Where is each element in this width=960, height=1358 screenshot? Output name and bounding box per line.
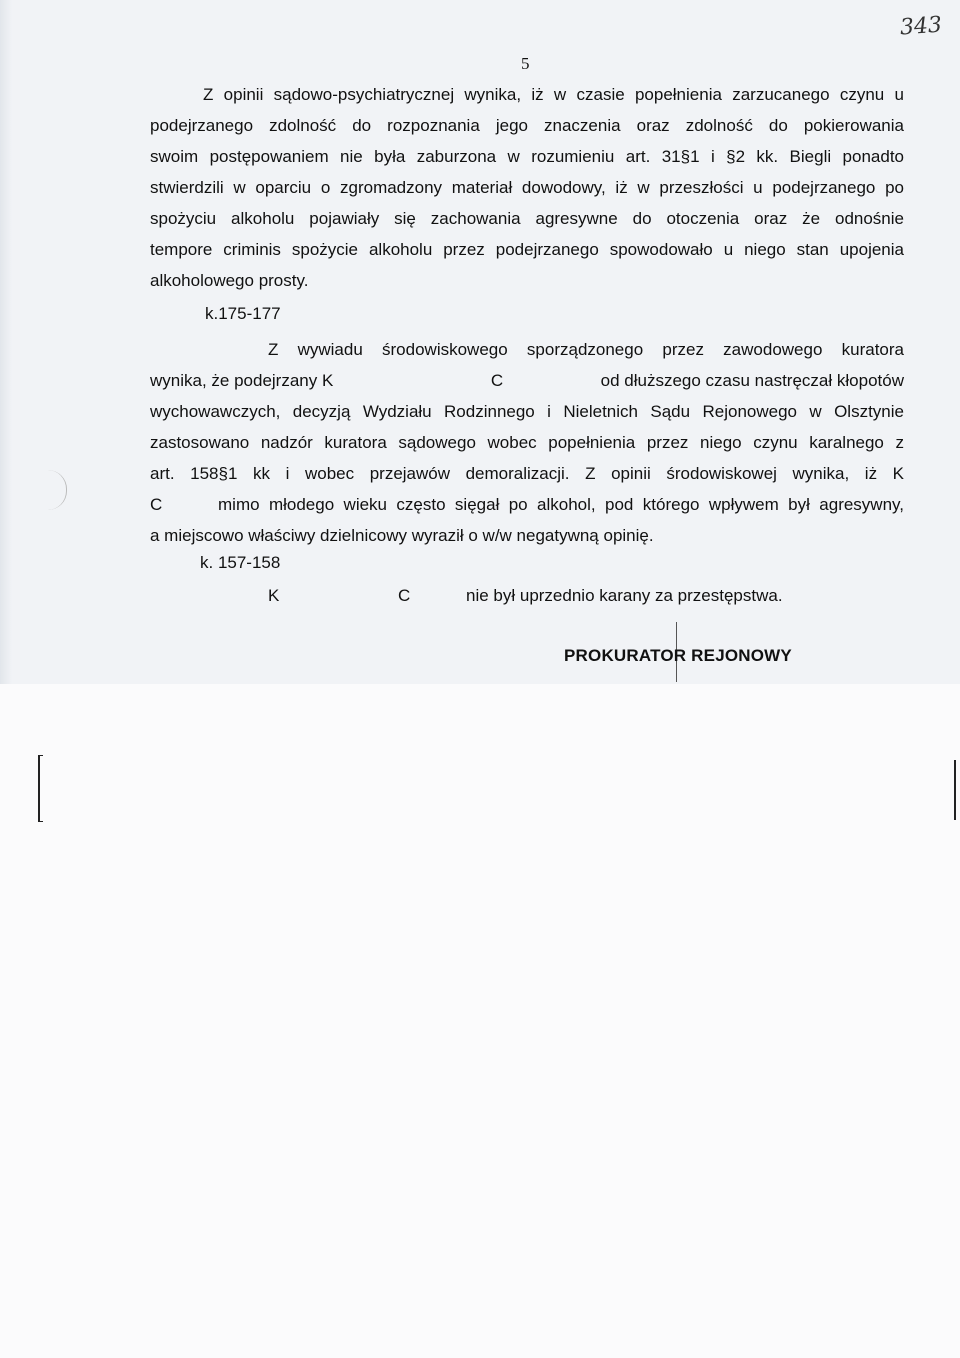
paragraph-psychiatric-opinion xyxy=(150,79,904,296)
paragraph-line: swoim postępowaniem nie była zaburzona w rozumieniu art. 31§1 i §2 kk. Biegli ponadto xyxy=(150,147,904,166)
line-segment: od dłuższego czasu nastręczał kłopotów xyxy=(600,371,904,390)
file-reference: k.175-177 xyxy=(205,304,281,323)
paragraph-line: tempore criminis spożycie alkoholu przez podejrzanego spowodowało u niego stan upojenia xyxy=(150,240,904,259)
paragraph-line: Z opinii sądowo-psychiatrycznej wynika, iż w czasie popełnienia zarzucanego czynu u xyxy=(203,85,904,104)
paragraph-line: alkoholowego prosty. xyxy=(150,271,309,290)
record-initial-c: C xyxy=(398,586,411,605)
line-segment: C xyxy=(150,495,163,514)
criminal-record-statement: nie był uprzednio karany za przestępstwa. xyxy=(466,586,783,605)
paragraph-line: wychowawczych, decyzją Wydziału Rodzinnego i Nieletnich Sądu Rejonowego w Olsztynie xyxy=(150,402,904,421)
paragraph-line: Z wywiadu środowiskowego sporządzonego przez zawodowego kuratora xyxy=(268,340,904,359)
bracket-mark xyxy=(38,755,43,822)
line-segment: mimo młodego wieku często sięgał po alkohol, pod którego wpływem był agresywny, xyxy=(218,495,904,514)
scan-edge xyxy=(0,0,12,684)
record-initial-k: K xyxy=(268,586,280,605)
page-number: 5 xyxy=(521,54,530,73)
paragraph-line: spożyciu alkoholu pojawiały się zachowania agresywne do otoczenia oraz że odnośnie xyxy=(150,209,904,228)
paragraph-line: art. 158§1 kk i wobec przejawów demoralizacji. Z opinii środowiskowej wynika, iż K xyxy=(150,464,904,483)
paragraph-line: podejrzanego zdolność do rozpoznania jego znaczenia oraz zdolność do pokierowania xyxy=(150,116,904,135)
file-reference: k. 157-158 xyxy=(200,553,281,572)
paragraph-community-interview xyxy=(150,334,904,551)
handwritten-folio-number: 343 xyxy=(899,12,943,41)
paragraph-line: stwierdzili w oparciu o zgromadzony materiał dowodowy, iż w przeszłości u podejrzanego po xyxy=(150,178,904,197)
line-segment: C xyxy=(490,371,504,390)
paragraph-line: zastosowano nadzór kuratora sądowego wobec popełnienia przez niego czynu karalnego z xyxy=(150,433,904,452)
prosecutor-signature: PROKURATOR REJONOWY xyxy=(564,646,792,665)
paragraph-line xyxy=(150,489,904,520)
paragraph-line: a miejscowo właściwy dzielnicowy wyraził o w/w negatywną opinię. xyxy=(150,526,654,545)
paragraph-line xyxy=(150,365,904,396)
line-segment: wynika, że podejrzany K xyxy=(150,371,334,390)
edge-mark xyxy=(954,760,956,820)
page-lower-area xyxy=(0,684,960,1358)
